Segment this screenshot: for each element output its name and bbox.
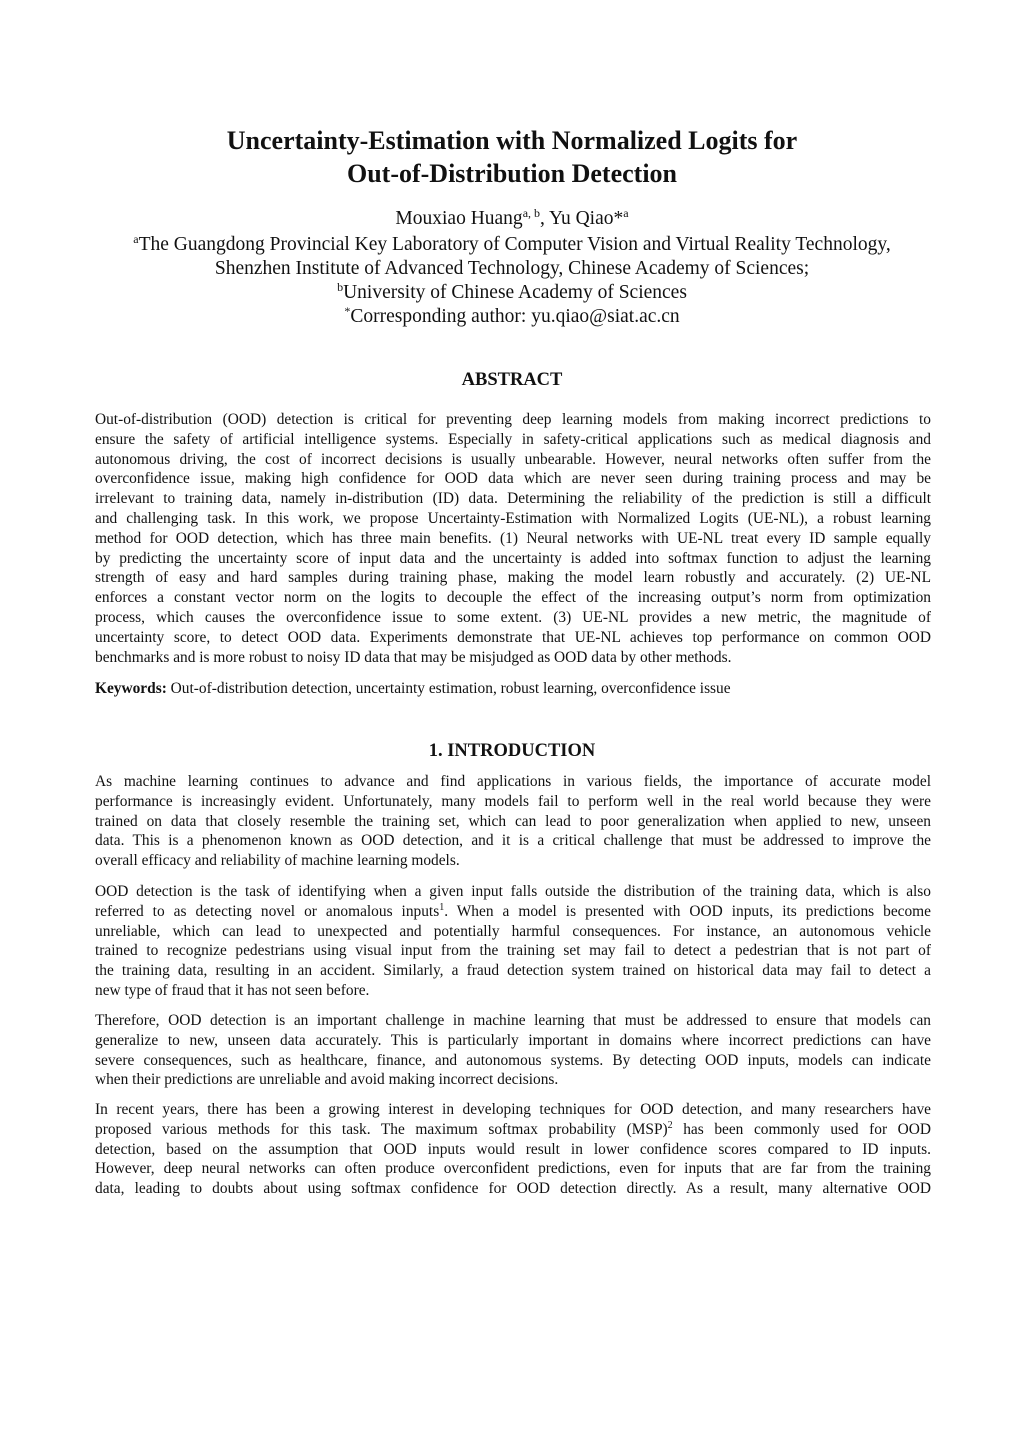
text-line xyxy=(95,902,931,922)
author-separator: , xyxy=(540,208,550,229)
abstract-heading: ABSTRACT xyxy=(461,370,563,390)
intro-paragraph-3 xyxy=(95,1011,931,1090)
affiliation-mark: b xyxy=(337,280,344,294)
corresponding-text: Corresponding author: yu.qiao@siat.ac.cn xyxy=(350,306,680,327)
affiliation-a-line-2: Shenzhen Institute of Advanced Technology, Chinese Academy of Sciences; xyxy=(214,258,810,279)
abstract-paragraph xyxy=(95,410,931,667)
section-heading-introduction: 1. INTRODUCTION xyxy=(428,741,596,761)
text-line: OOD detection is the task of identifying when a given input falls outside the distribution of the training data, which is also xyxy=(95,883,931,900)
text-line: by predicting the uncertainty score of input data and the uncertainty is added into softmax function to adjust the learning xyxy=(95,549,931,567)
text-line: new type of fraud that it has not seen before. xyxy=(95,981,370,999)
keywords-label: Keywords: xyxy=(95,680,167,697)
text-line: and challenging task. In this work, we propose Uncertainty-Estimation with Normalized Logits (UE-NL), a robust learning xyxy=(95,509,931,527)
text-line: when their predictions are unreliable and avoid making incorrect decisions. xyxy=(95,1071,559,1089)
text-line: trained to recognize pedestrians using visual input from the training set may fail to detect a pedestrian that is not part of xyxy=(95,942,931,960)
paper-title-line-1: Uncertainty-Estimation with Normalized Logits for xyxy=(226,126,798,155)
text-line: overconfidence issue, making high confidence for OOD data which are never seen during training process and may be xyxy=(95,470,931,488)
text-line: Therefore, OOD detection is an important challenge in machine learning that must be addressed to ensure that models can xyxy=(95,1012,931,1029)
text-fragment: . When a model is presented with OOD inputs, its predictions become xyxy=(444,902,931,920)
text-line: benchmarks and is more robust to noisy ID data that may be misjudged as OOD data by other methods. xyxy=(95,648,732,666)
text-line: generalize to new, unseen data accurately. This is particularly important in domains where incorrect predictions can have xyxy=(95,1031,931,1049)
intro-paragraph-4 xyxy=(95,1100,931,1199)
text-line: data. This is a phenomenon known as OOD detection, and it is a critical challenge that must be addressed to improve the xyxy=(95,832,931,850)
intro-paragraph-2 xyxy=(95,882,931,1001)
text-line xyxy=(95,1120,931,1140)
text-line: enforces a constant vector norm on the logits to decouple the effect of the increasing output’s norm from optimization xyxy=(95,589,931,607)
text-line: detection, based on the assumption that OOD inputs would result in lower confidence scores compared to ID inputs. xyxy=(95,1140,931,1158)
intro-paragraph-1 xyxy=(95,772,931,871)
affiliation-text: University of Chinese Academy of Sciences xyxy=(343,282,687,303)
affiliation-b xyxy=(0,281,1024,304)
text-line: overall efficacy and reliability of machine learning models. xyxy=(95,852,460,870)
author-line xyxy=(0,207,1024,230)
affiliation-mark: a xyxy=(133,232,139,246)
text-line: As machine learning continues to advance and find applications in various fields, the importance of accurate model xyxy=(95,773,931,790)
keywords-text: Out-of-distribution detection, uncertainty estimation, robust learning, overconfidence issue xyxy=(166,680,731,697)
author-name: Yu Qiao* xyxy=(549,208,624,229)
text-line: Out-of-distribution (OOD) detection is critical for preventing deep learning models from making incorrect predictions to xyxy=(95,411,931,428)
text-line: In recent years, there has been a growing interest in developing techniques for OOD detection, and many researchers have xyxy=(95,1101,931,1118)
text-line: strength of easy and hard samples during training phase, making the model learn robustly and accurately. (2) UE-NL xyxy=(95,569,931,587)
text-line: data, leading to doubts about using softmax confidence for OOD detection directly. As a result, many alternative OOD xyxy=(95,1180,931,1198)
text-line: unreliable, which can lead to unexpected and potentially harmful consequences. For instance, an autonomous vehicle xyxy=(95,922,931,940)
text-line: trained on data that closely resemble the training set, which can lead to poor generalization when applied to new, unseen xyxy=(95,812,931,830)
text-line: However, deep neural networks can often produce overconfident predictions, even for inputs that are far from the training xyxy=(95,1160,931,1178)
text-line: irrelevant to training data, namely in-distribution (ID) data. Determining the reliability of the prediction is still a difficult xyxy=(95,490,931,508)
paper-title-line-2: Out-of-Distribution Detection xyxy=(346,159,677,188)
author-affiliation-mark: a xyxy=(623,206,629,220)
text-line: the training data, resulting in an accident. Similarly, a fraud detection system trained on historical data may fail to detect a xyxy=(95,962,931,980)
citation-ref: 1 xyxy=(439,901,445,913)
text-fragment: has been commonly used for OOD xyxy=(672,1120,931,1138)
citation-ref: 2 xyxy=(667,1119,673,1131)
affiliation-a-line-1 xyxy=(0,233,1024,256)
text-line: process, which causes the overconfidence issue to some extent. (3) UE-NL provides a new metric, the magnitude of xyxy=(95,608,931,626)
text-line: autonomous driving, the cost of incorrect decisions is usually unbearable. However, neural networks often suffer from the xyxy=(95,450,931,468)
text-line: performance is increasingly evident. Unfortunately, many models fail to perform well in the real world because they were xyxy=(95,792,931,810)
keywords xyxy=(95,679,931,699)
author-name: Mouxiao Huang xyxy=(395,208,523,229)
affiliation-text: The Guangdong Provincial Key Laboratory of Computer Vision and Virtual Reality Technology, xyxy=(138,234,891,255)
text-line: severe consequences, such as healthcare, finance, and autonomous systems. By detecting OOD inputs, models can indicate xyxy=(95,1051,931,1069)
corresponding-mark: * xyxy=(344,304,351,318)
author-affiliation-mark: a, b xyxy=(522,206,541,220)
text-line: method for OOD detection, which has three main benefits. (1) Neural networks with UE-NL treat every ID sample equally xyxy=(95,529,931,547)
text-line: uncertainty score, to detect OOD data. Experiments demonstrate that UE-NL achieves top performance on common OOD xyxy=(95,628,931,646)
text-fragment: proposed various methods for this task. The maximum softmax probability (MSP) xyxy=(95,1120,668,1138)
text-fragment: referred to as detecting novel or anomalous inputs xyxy=(95,902,440,920)
corresponding-author xyxy=(0,305,1024,328)
text-line: ensure the safety of artificial intelligence systems. Especially in safety-critical applications such as medical diagnosis and xyxy=(95,430,931,448)
